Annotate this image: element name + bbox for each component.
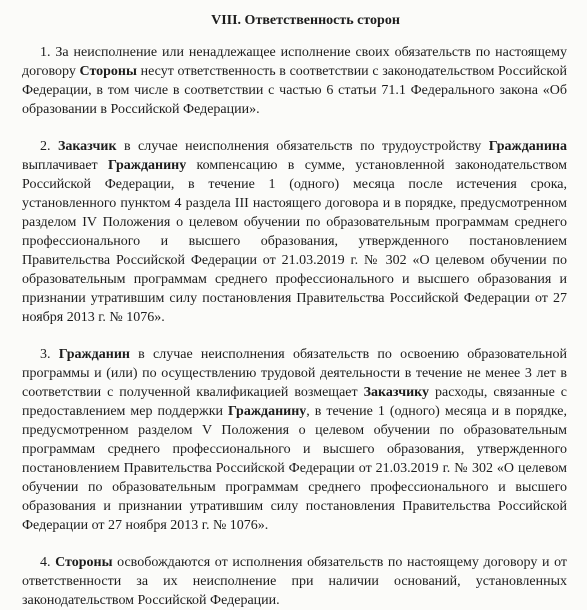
paragraph-3 [22, 345, 567, 535]
paragraph-text: несут ответственность в соответствии с законодательством Российской Федерации, в том числе в соответствии с частью 6 статьи 71.1 Федерального закона «Об образовании в Российской Федерации». [22, 64, 567, 117]
paragraph-1 [22, 43, 567, 119]
party-name-bold: Гражданину [228, 404, 307, 419]
paragraph-text: , в течение 1 (одного) месяца и в порядке, предусмотренном разделом V Положения о целевом обучении по образовательным программам среднего профессионального и высшего образования, утвержденного постановлением Правительства Российской Федерации от 21.03.2019 г. № 302 «О целевом обучении по образовательным программам среднего профессионального и высшего образования и признании утратившим силу постановления Правительства Российской Федерации от 27 ноября 2013 г. № 1076». [22, 404, 567, 533]
party-name-bold: Заказчику [363, 385, 430, 400]
party-name-bold: Стороны [79, 64, 137, 79]
party-name-bold: Заказчик [57, 139, 117, 154]
party-name-bold: Гражданину [107, 158, 187, 173]
paragraph-number: 3. [40, 347, 59, 362]
paragraph-text: компенсацию в сумме, установленной законодательством Российской Федерации, в течение 1 (одного) месяца после истечения срока, установленного пунктом 4 раздела III настоящего договора и в порядке, предусмотренном разделом IV Положения о целевом обучении по образовательным программам среднего профессионального и высшего образования, утвержденного постановлением Правительства Российской Федерации от 21.03.2019 г. № 302 «О целевом обучении по образовательным программам среднего профессионального и высшего образования и признании утратившим силу постановления Правительства Российской Федерации от 27 ноября 2013 г. № 1076». [22, 158, 567, 325]
party-name-bold: Стороны [55, 555, 113, 570]
paragraph-text: 1. За неисполнение или ненадлежащее исполнение своих обязательств по настоящему договору [22, 45, 567, 79]
paragraph-text: в случае неисполнения обязательств по трудоустройству [116, 139, 489, 154]
paragraph-4 [22, 553, 567, 610]
party-name-bold: Гражданина [488, 139, 567, 154]
paragraph-text: освобождаются от исполнения обязательств по настоящему договору и от ответственности за их неисполнение при наличии оснований, установленных законодательством Российской Федерации. [22, 555, 567, 608]
paragraph-text: расходы, связанные с предоставлением мер поддержки [22, 385, 567, 419]
paragraph-number: 4. [40, 555, 56, 570]
paragraph-text: выплачивает [22, 158, 108, 173]
section-title: VIII. Ответственность сторон [211, 13, 400, 28]
paragraph-2 [22, 137, 567, 327]
paragraph-number: 2. [40, 139, 58, 154]
paragraph-text: в случае неисполнения обязательств по освоению образовательной программы и (или) по осуществлению трудовой деятельности в течение не менее 3 лет в соответствии с полученной квалификацией возмещает [22, 347, 567, 400]
party-name-bold: Гражданин [58, 347, 130, 362]
